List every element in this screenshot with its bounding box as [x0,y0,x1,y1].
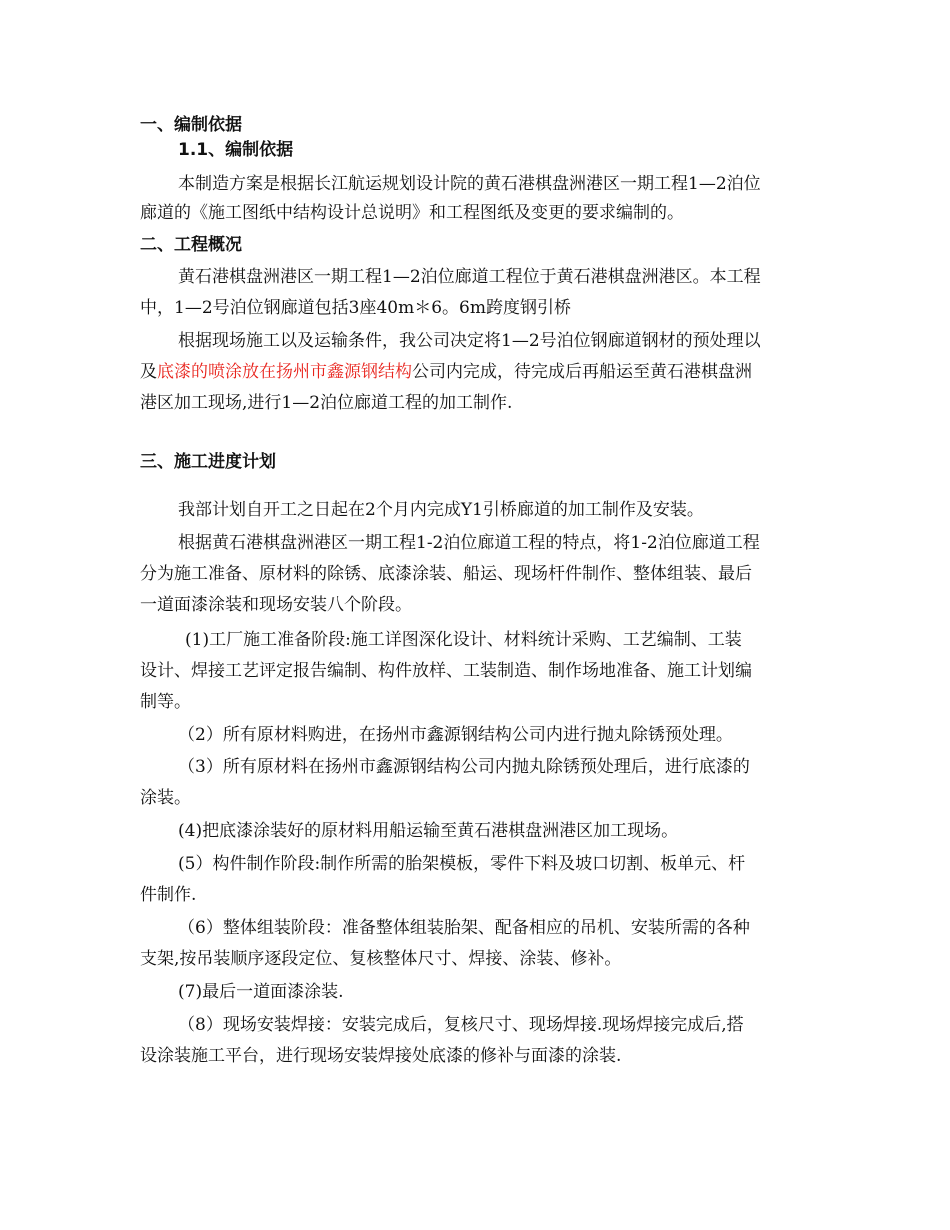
subsection-heading-1-1: 1.1、编制依据 [178,140,294,160]
list-item-3-line-1: （3）所有原材料在扬州市鑫源钢结构公司内抛丸除锈预处理后，进行底漆的 [178,757,750,777]
list-item-6-line-2: 支架,按吊装顺序逐段定位、复核整体尺寸、焊接、涂装、修补。 [140,949,622,969]
list-item-2: （2）所有原材料购进，在扬州市鑫源钢结构公司内进行抛丸除锈预处理。 [178,725,733,745]
list-item-1-line-2: 设计、焊接工艺评定报告编制、构件放样、工装制造、制作场地准备、施工计划编 [140,661,752,681]
list-item-3-line-2: 涂装。 [140,788,191,808]
paragraph-1-line-1: 本制造方案是根据长江航运规划设计院的黄石港棋盘洲港区一期工程1—2泊位 [178,174,761,194]
section-heading-1: 一、编制依据 [140,115,242,135]
paragraph-3-text-pre: 及 [140,362,157,382]
list-item-6-line-1: （6）整体组装阶段：准备整体组装胎架、配备相应的吊机、安装所需的各种 [178,918,750,938]
paragraph-1-line-2: 廊道的《施工图纸中结构设计总说明》和工程图纸及变更的要求编制的。 [140,203,684,223]
highlighted-text: 底漆的喷涂放在扬州市鑫源钢结构 [157,362,412,382]
list-item-5-line-1: (5）构件制作阶段:制作所需的胎架模板，零件下料及坡口切割、板单元、杆 [178,854,746,874]
paragraph-3-text-post: 公司内完成，待完成后再船运至黄石港棋盘洲 [412,362,752,382]
paragraph-2-line-2: 中，1—2号泊位钢廊道包括3座40m＊6。6m跨度钢引桥 [140,298,571,318]
list-item-7: (7)最后一道面漆涂装. [178,982,344,1002]
paragraph-5-line-3: 一道面漆涂装和现场安装八个阶段。 [140,595,412,615]
list-item-8-line-2: 设涂装施工平台，进行现场安装焊接处底漆的修补与面漆的涂装. [140,1046,622,1066]
paragraph-3-line-2 [140,361,752,383]
list-item-1-line-3: 制等。 [140,692,191,712]
paragraph-5-line-1: 根据黄石港棋盘洲港区一期工程1-2泊位廊道工程的特点，将1-2泊位廊道工程 [178,533,760,553]
paragraph-3-line-3: 港区加工现场,进行1—2泊位廊道工程的加工制作. [140,393,513,413]
section-heading-3: 三、施工进度计划 [140,452,276,472]
paragraph-5-line-2: 分为施工准备、原材料的除锈、底漆涂装、船运、现场杆件制作、整体组装、最后 [140,564,752,584]
list-item-8-line-1: （8）现场安装焊接：安装完成后，复核尺寸、现场焊接.现场焊接完成后,搭 [178,1015,744,1035]
list-item-1-line-1: (1)工厂施工准备阶段:施工详图深化设计、材料统计采购、工艺编制、工装 [185,630,742,650]
paragraph-2-line-1: 黄石港棋盘洲港区一期工程1—2泊位廊道工程位于黄石港棋盘洲港区。本工程 [178,267,761,287]
list-item-5-line-2: 件制作. [140,885,197,905]
list-item-4: (4)把底漆涂装好的原材料用船运输至黄石港棋盘洲港区加工现场。 [178,821,679,841]
paragraph-4: 我部计划自开工之日起在2个月内完成Y1引桥廊道的加工制作及安装。 [178,500,704,520]
paragraph-3-line-1: 根据现场施工以及运输条件，我公司决定将1—2号泊位钢廊道钢材的预处理以 [178,331,761,351]
section-heading-2: 二、工程概况 [140,235,242,255]
